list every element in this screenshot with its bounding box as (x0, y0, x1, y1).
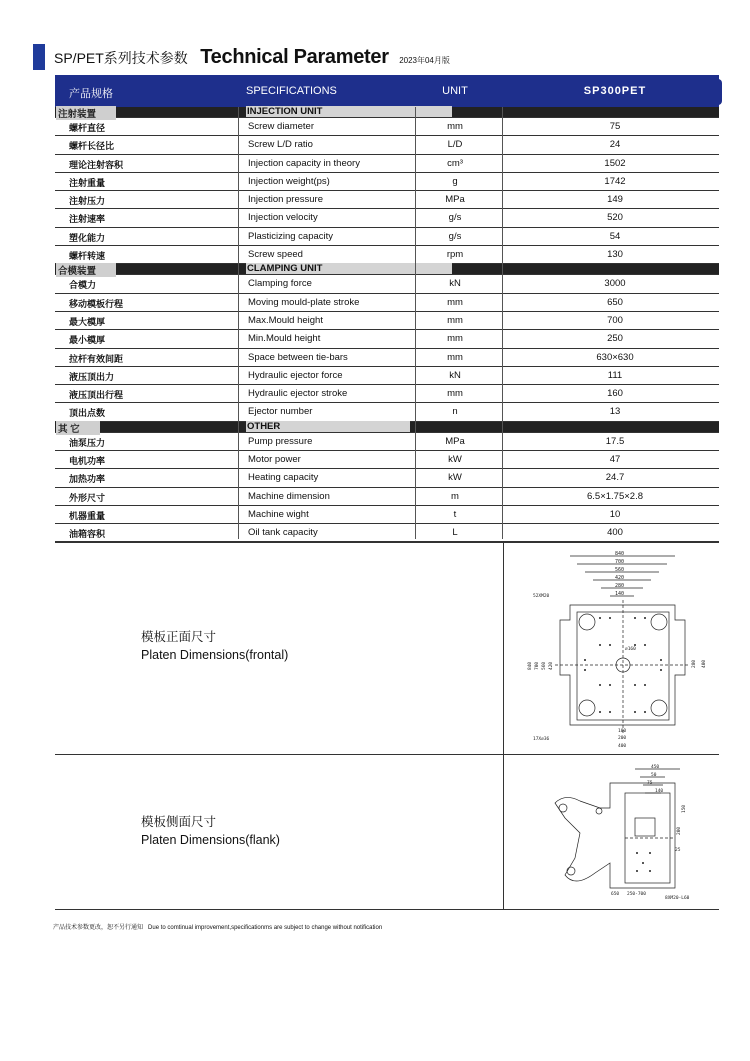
table-header (55, 75, 719, 107)
table-row (55, 312, 719, 330)
dim-bottom-200: 200 (618, 736, 627, 741)
param-value: 1742 (604, 175, 626, 187)
param-name-en: Plasticizing capacity (248, 230, 334, 242)
dim-top-560: 560 (615, 567, 625, 573)
param-unit: MPa (445, 435, 465, 447)
tie-bar-hole (651, 700, 667, 716)
param-value: 650 (607, 296, 623, 308)
param-unit: kN (449, 369, 461, 381)
param-name-en: Max.Mould height (248, 314, 323, 326)
dim-top-450: 450 (651, 765, 660, 770)
param-unit: m (451, 490, 459, 502)
param-unit: g (452, 175, 458, 187)
title-en: Technical Parameter (200, 46, 389, 68)
dim-top-75: 75 (647, 781, 653, 786)
table-row (55, 385, 719, 403)
param-value: 24 (609, 139, 621, 151)
param-value: 3000 (604, 278, 626, 290)
footer-note (53, 922, 382, 931)
hinge-hole (559, 804, 567, 812)
table-row (55, 246, 719, 264)
table-row (55, 330, 719, 348)
dim-top-50: 50 (651, 773, 657, 778)
param-name-cn: 外形尺寸 (69, 492, 106, 503)
param-name-en: Injection pressure (248, 194, 323, 206)
dim-bottom-650: 650 (611, 892, 620, 897)
left-dimension-labels (527, 662, 554, 670)
param-unit: cm³ (447, 157, 463, 169)
param-name-en: Clamping force (248, 278, 312, 290)
tie-bar-hole (651, 614, 667, 630)
param-unit: kW (448, 472, 462, 484)
dim-left-700: 700 (535, 661, 540, 670)
param-value: 130 (607, 249, 623, 261)
section-title-en: OTHER (246, 421, 410, 432)
dim-top-700: 700 (615, 559, 625, 565)
table-row (55, 294, 719, 312)
table-row (55, 506, 719, 524)
param-unit: mm (447, 351, 463, 363)
param-name-en: Heating capacity (248, 472, 319, 484)
param-name-cn: 注射重量 (69, 177, 106, 188)
param-name-cn: 液压顶出力 (69, 371, 115, 382)
col-name-cn: 产品规格 (69, 88, 113, 100)
param-name-en: Screw speed (248, 249, 303, 261)
param-name-en: Moving mould-plate stroke (248, 296, 360, 308)
col-divider (502, 107, 503, 539)
param-name-cn: 螺杆转速 (69, 251, 106, 262)
hinge-hole (567, 867, 575, 875)
param-value: 520 (607, 212, 623, 224)
flank-top-labels (647, 764, 663, 794)
param-value: 47 (609, 454, 621, 466)
param-value: 75 (609, 121, 621, 132)
panel-divider (503, 755, 504, 909)
param-value: 250 (607, 333, 623, 345)
param-name-en: Hydraulic ejector force (248, 369, 343, 381)
table-row (55, 451, 719, 469)
param-name-en: Space between tie-bars (248, 351, 348, 363)
param-name-cn: 油泵压力 (69, 437, 106, 448)
param-value: 700 (607, 314, 623, 326)
section-header (55, 422, 719, 433)
dim-left-840: 840 (528, 661, 533, 670)
param-name-cn: 电机功率 (69, 456, 106, 467)
spec-table (55, 75, 719, 543)
dim-right-200: 200 (677, 826, 682, 835)
section-header (55, 263, 719, 278)
table-row (55, 469, 719, 487)
dim-top-140: 140 (655, 789, 664, 794)
version-label: 2023年04月版 (399, 56, 450, 65)
dim-right-280: 280 (692, 659, 697, 668)
param-value: 630×630 (596, 351, 634, 363)
footer-note-cn: 产品技术参数更改，恕不另行通知 (53, 925, 144, 931)
param-unit: mm (447, 333, 463, 345)
flank-outline (555, 783, 675, 888)
col-spec: SPECIFICATIONS (246, 85, 337, 97)
dim-right-25: 25 (675, 848, 681, 853)
param-unit: L (452, 527, 458, 539)
param-name-en: Injection weight(ps) (248, 175, 330, 187)
dim-top-280: 280 (615, 583, 625, 589)
flank-slot (635, 818, 655, 836)
param-name-cn: 液压顶出行程 (69, 390, 124, 401)
dim-top-140: 140 (615, 591, 625, 597)
col-divider (238, 107, 239, 539)
param-unit: L/D (447, 139, 463, 151)
platen-flank-label-en: Platen Dimensions(flank) (141, 833, 280, 847)
section-title-en: CLAMPING UNIT (246, 263, 452, 274)
param-name-en: Screw L/D ratio (248, 139, 313, 151)
right-dimension-labels (691, 660, 707, 668)
platen-flank-label-cn: 模板侧面尺寸 (141, 815, 217, 829)
callout-thread: 52XM20 (533, 594, 550, 599)
param-name-cn: 加热功率 (69, 474, 106, 485)
param-name-cn: 注射压力 (69, 196, 106, 207)
platen-frontal-label (141, 628, 288, 664)
table-row (55, 136, 719, 154)
center-dia: ⌀160 (625, 647, 636, 652)
param-value: 111 (607, 369, 623, 381)
section-title-cn: 其 它 (56, 421, 100, 435)
platen-flank-panel (55, 754, 719, 910)
table-row (55, 191, 719, 209)
dim-left-420: 420 (549, 661, 554, 670)
dim-right-150: 150 (682, 804, 687, 813)
param-name-cn: 合模力 (69, 280, 97, 291)
table-row (55, 173, 719, 191)
table-row (55, 403, 719, 421)
dim-top-420: 420 (615, 575, 625, 581)
param-value: 160 (607, 388, 623, 400)
param-value: 1502 (604, 157, 626, 169)
flank-right-labels (675, 805, 687, 853)
dim-bottom-400: 400 (618, 744, 627, 749)
dim-top-840: 840 (615, 551, 625, 557)
param-name-cn: 理论注射容积 (69, 159, 124, 170)
param-unit: rpm (446, 249, 464, 261)
platen-frontal-drawing (525, 550, 715, 750)
param-name-en: Injection velocity (248, 212, 318, 224)
platen-flank-drawing (525, 763, 715, 905)
table-row (55, 349, 719, 367)
flank-bottom-labels (611, 891, 690, 901)
param-value: 13 (609, 406, 621, 418)
param-value: 400 (607, 527, 623, 539)
callout-thread: 8XM20-L60 (665, 896, 690, 901)
param-value: 149 (607, 194, 623, 206)
dim-right-400: 400 (702, 659, 707, 668)
platen-frontal-panel (55, 541, 719, 754)
table-row (55, 275, 719, 293)
platen-flank-label (141, 813, 280, 849)
footer-note-en: Due to comtinual improvement,specificationms are subject to change without notification (148, 925, 383, 931)
platen-frontal-label-cn: 模板正面尺寸 (141, 630, 217, 644)
flank-thread-holes (636, 852, 651, 872)
param-name-cn: 油箱容积 (69, 529, 106, 540)
table-body (55, 107, 719, 543)
param-name-en: Screw diameter (248, 121, 314, 132)
tie-bar-hole (579, 700, 595, 716)
param-unit: mm (447, 314, 463, 326)
param-unit: mm (447, 388, 463, 400)
param-unit: mm (447, 121, 463, 132)
param-name-cn: 最大模厚 (69, 316, 106, 327)
param-value: 6.5×1.75×2.8 (587, 490, 643, 502)
param-name-cn: 移动模板行程 (69, 298, 124, 309)
param-unit: MPa (445, 194, 465, 206)
col-unit: UNIT (442, 85, 468, 97)
top-dimension-labels (615, 551, 624, 597)
table-row (55, 488, 719, 506)
section-title-cn: 注射装置 (56, 106, 116, 120)
dim-bottom-100: 100 (618, 729, 627, 734)
header-accent-bar (33, 44, 45, 70)
param-name-en: Ejector number (248, 406, 313, 418)
dim-left-560: 560 (542, 661, 547, 670)
param-name-en: Pump pressure (248, 435, 313, 447)
param-unit: g/s (448, 230, 462, 242)
hinge-hole (596, 808, 602, 814)
table-row (55, 118, 719, 136)
bottom-dimension-labels (618, 728, 626, 749)
col-divider (415, 107, 416, 539)
title-cn: SP/PET系列技术参数 (54, 50, 188, 66)
param-name-cn: 拉杆有效间距 (69, 353, 124, 364)
panel-divider (503, 542, 504, 754)
section-header (55, 107, 719, 118)
section-title-cn: 合模装置 (56, 263, 116, 277)
dim-bottom-250-700: 250-700 (627, 892, 646, 897)
param-name-en: Machine wight (248, 508, 309, 520)
param-name-en: Oil tank capacity (248, 527, 318, 539)
table-row (55, 155, 719, 173)
table-row (55, 367, 719, 385)
param-name-cn: 注射速率 (69, 214, 106, 225)
param-unit: n (452, 406, 458, 418)
page-header (54, 46, 450, 69)
table-row (55, 209, 719, 227)
param-name-en: Injection capacity in theory (248, 157, 360, 169)
param-value: 17.5 (605, 435, 625, 447)
param-value: 54 (609, 230, 621, 242)
param-unit: mm (447, 296, 463, 308)
param-name-cn: 塑化能力 (69, 232, 106, 243)
param-name-cn: 顶出点数 (69, 408, 106, 419)
param-unit: kW (448, 454, 462, 466)
param-name-cn: 螺杆长径比 (69, 141, 115, 152)
param-name-cn: 螺杆直径 (69, 123, 106, 133)
tie-bar-hole (579, 614, 595, 630)
param-name-en: Min.Mould height (248, 333, 321, 345)
param-unit: kN (449, 278, 461, 290)
table-row (55, 524, 719, 542)
param-value: 24.7 (605, 472, 625, 484)
table-row (55, 433, 719, 451)
callout-holes: 17X⌀36 (533, 737, 550, 742)
col-model: SP300PET (583, 85, 647, 97)
section-title-en: INJECTION UNIT (246, 106, 452, 117)
param-unit: g/s (448, 212, 462, 224)
param-name-en: Machine dimension (248, 490, 330, 502)
param-name-en: Motor power (248, 454, 301, 466)
param-value: 10 (609, 508, 621, 520)
param-unit: t (453, 508, 457, 520)
platen-frontal-label-en: Platen Dimensions(frontal) (141, 648, 289, 662)
param-name-cn: 机器重量 (69, 510, 106, 521)
param-name-en: Hydraulic ejector stroke (248, 388, 348, 400)
param-name-cn: 最小模厚 (69, 335, 106, 346)
table-row (55, 228, 719, 246)
